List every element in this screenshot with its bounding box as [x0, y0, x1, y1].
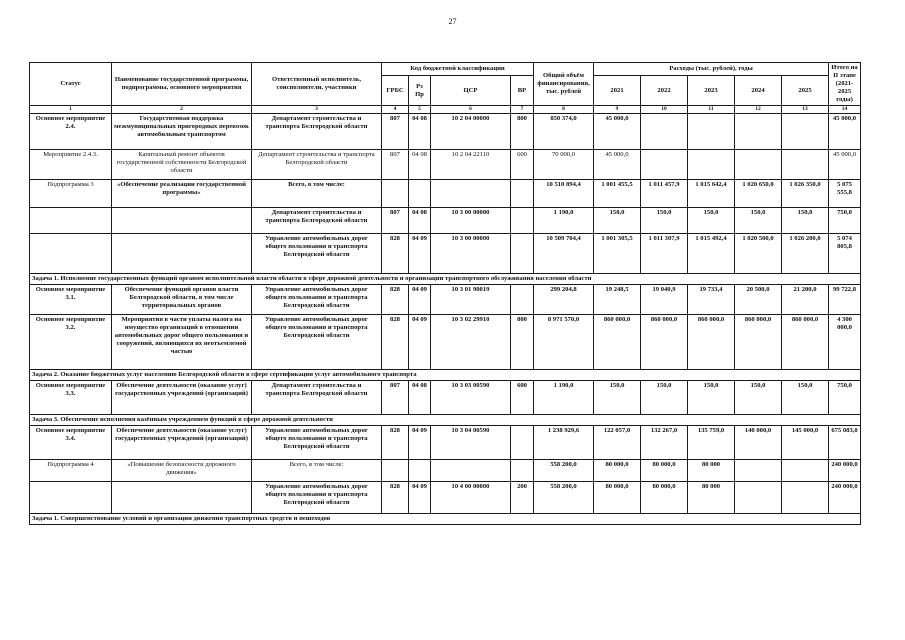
row-csr: 10 3 02 29910 — [431, 314, 511, 369]
row-executor: Департамент строительства и транспорта Белгородской области — [252, 113, 382, 149]
row-y2025: 21 200,0 — [782, 284, 829, 314]
row-total: 1 190,0 — [534, 207, 594, 233]
row-name: Обеспечение деятельности (оказание услуг) государственных учреждений (организаций) — [112, 380, 252, 414]
row-name: «Повышение безопасности дорожного движения» — [112, 459, 252, 481]
row-y2021: 1 001 305,5 — [594, 233, 641, 273]
row-y2024: 140 000,0 — [735, 425, 782, 459]
header-year: 2025 — [782, 76, 829, 106]
row-total: 10 509 704,4 — [534, 233, 594, 273]
row-vr — [511, 425, 534, 459]
row-vr: 800 — [511, 314, 534, 369]
row-status: Подпрограмма 3 — [30, 179, 112, 207]
task-row — [30, 414, 861, 425]
row-stage: 750,0 — [829, 380, 861, 414]
header-grbs: ГРБС — [382, 76, 409, 106]
row-y2023 — [688, 149, 735, 179]
row-executor: Всего, в том числе: — [252, 179, 382, 207]
row-stage: 5 074 805,8 — [829, 233, 861, 273]
task-row — [30, 513, 861, 524]
row-csr: 10 4 00 00000 — [431, 481, 511, 513]
row-vr — [511, 233, 534, 273]
row-rzpr: 04 09 — [409, 314, 431, 369]
column-number: 4 — [382, 106, 409, 114]
row-stage: 99 722,8 — [829, 284, 861, 314]
row-y2024: 20 500,0 — [735, 284, 782, 314]
row-y2025 — [782, 459, 829, 481]
row-y2022: 150,0 — [641, 380, 688, 414]
table-row — [30, 314, 861, 369]
row-y2022: 19 040,9 — [641, 284, 688, 314]
row-y2024 — [735, 481, 782, 513]
row-total: 850 374,0 — [534, 113, 594, 149]
row-executor: Всего, в том числе: — [252, 459, 382, 481]
table-row — [30, 284, 861, 314]
row-executor: Департамент строительства и транспорта Белгородской области — [252, 207, 382, 233]
row-executor: Департамент строительства и транспорта Белгородской области — [252, 380, 382, 414]
row-y2024: 860 000,0 — [735, 314, 782, 369]
row-y2021: 1 001 455,5 — [594, 179, 641, 207]
page-number: 27 — [448, 17, 457, 26]
row-csr: 10 3 00 00000 — [431, 207, 511, 233]
row-total: 299 204,8 — [534, 284, 594, 314]
row-y2022: 80 000,0 — [641, 459, 688, 481]
row-y2021: 45 000,0 — [594, 149, 641, 179]
row-y2022: 132 267,0 — [641, 425, 688, 459]
row-y2024: 1 020 500,0 — [735, 233, 782, 273]
header-budget-code: Код бюджетной классификации — [382, 63, 534, 76]
header-rzpr: Рз Пр — [409, 76, 431, 106]
table-row — [30, 459, 861, 481]
row-rzpr: 04 08 — [409, 113, 431, 149]
row-executor: Департамент строительства и транспорта Белгородской области — [252, 149, 382, 179]
header-row-1 — [30, 63, 861, 76]
row-total: 10 510 894,4 — [534, 179, 594, 207]
row-y2025 — [782, 113, 829, 149]
row-status: Подпрограмма 4 — [30, 459, 112, 481]
table-row — [30, 425, 861, 459]
row-y2025 — [782, 481, 829, 513]
row-rzpr — [409, 459, 431, 481]
row-y2021: 150,0 — [594, 380, 641, 414]
row-y2021: 80 000,0 — [594, 481, 641, 513]
row-grbs: 828 — [382, 481, 409, 513]
row-grbs: 807 — [382, 149, 409, 179]
column-number: 2 — [112, 106, 252, 114]
row-rzpr: 04 09 — [409, 284, 431, 314]
row-rzpr: 04 08 — [409, 149, 431, 179]
header-stage-total: Итого на II этапе (2021-2025 годы) — [829, 63, 861, 106]
row-total: 558 200,0 — [534, 459, 594, 481]
row-y2025: 150,0 — [782, 380, 829, 414]
row-stage: 45 000,0 — [829, 113, 861, 149]
column-number: 1 — [30, 106, 112, 114]
row-y2023: 150,0 — [688, 380, 735, 414]
column-number: 6 — [431, 106, 511, 114]
row-y2021: 80 000,0 — [594, 459, 641, 481]
row-name: Мероприятия в части уплаты налога на имущество организаций в отношении автомобильных дорог общего пользования и сооружений, являющихся их неотъемлемой частью — [112, 314, 252, 369]
row-vr — [511, 207, 534, 233]
row-rzpr: 04 08 — [409, 207, 431, 233]
row-vr — [511, 179, 534, 207]
row-stage: 45 000,0 — [829, 149, 861, 179]
row-csr: 10 3 01 90019 — [431, 284, 511, 314]
row-name: «Обеспечение реализации государственной программы» — [112, 179, 252, 207]
row-y2025: 1 026 200,0 — [782, 233, 829, 273]
header-expenses: Расходы (тыс. рублей), годы — [594, 63, 829, 76]
task-row — [30, 369, 861, 380]
row-y2025: 860 000,0 — [782, 314, 829, 369]
row-stage: 675 083,0 — [829, 425, 861, 459]
column-number: 5 — [409, 106, 431, 114]
row-y2024: 1 020 650,0 — [735, 179, 782, 207]
row-y2023 — [688, 113, 735, 149]
row-grbs: 828 — [382, 314, 409, 369]
row-y2024 — [735, 459, 782, 481]
row-y2023: 860 000,0 — [688, 314, 735, 369]
row-total: 1 238 929,6 — [534, 425, 594, 459]
row-csr: 10 2 04 00000 — [431, 113, 511, 149]
row-y2021: 150,0 — [594, 207, 641, 233]
row-grbs: 828 — [382, 284, 409, 314]
column-number: 3 — [252, 106, 382, 114]
row-y2025: 145 000,0 — [782, 425, 829, 459]
table-row — [30, 481, 861, 513]
header-total-volume: Общий объём финансирования, тыс. рублей — [534, 63, 594, 106]
row-y2022 — [641, 113, 688, 149]
row-executor: Управление автомобильных дорог общего пользования и транспорта Белгородской области — [252, 284, 382, 314]
row-csr: 10 3 00 00000 — [431, 233, 511, 273]
row-y2022: 860 000,0 — [641, 314, 688, 369]
row-y2021: 19 248,5 — [594, 284, 641, 314]
row-grbs — [382, 459, 409, 481]
row-name: Государственная поддержка межмуниципальных пригородных перевозок автомобильным транспортом — [112, 113, 252, 149]
row-y2023: 1 015 642,4 — [688, 179, 735, 207]
row-executor: Управление автомобильных дорог общего пользования и транспорта Белгородской области — [252, 425, 382, 459]
table-row — [30, 179, 861, 207]
table-row — [30, 380, 861, 414]
row-total: 558 200,0 — [534, 481, 594, 513]
row-stage: 5 075 555,8 — [829, 179, 861, 207]
column-number: 10 — [641, 106, 688, 114]
row-rzpr: 04 08 — [409, 380, 431, 414]
row-vr: 600 — [511, 380, 534, 414]
row-y2021: 122 057,0 — [594, 425, 641, 459]
row-csr — [431, 459, 511, 481]
row-stage: 240 000,0 — [829, 459, 861, 481]
table-row — [30, 207, 861, 233]
header-year: 2024 — [735, 76, 782, 106]
table-row — [30, 233, 861, 273]
table-row — [30, 113, 861, 149]
row-y2023: 150,0 — [688, 207, 735, 233]
header-executor: Ответственный исполнитель, соисполнители, участники — [252, 63, 382, 106]
row-y2025: 1 026 350,0 — [782, 179, 829, 207]
column-number: 11 — [688, 106, 735, 114]
row-vr — [511, 284, 534, 314]
row-name: Обеспечение деятельности (оказание услуг) государственных учреждений (организаций) — [112, 425, 252, 459]
row-y2025 — [782, 149, 829, 179]
row-csr: 10 3 03 00590 — [431, 380, 511, 414]
column-number: 8 — [534, 106, 594, 114]
row-rzpr — [409, 179, 431, 207]
column-number: 14 — [829, 106, 861, 114]
row-y2022: 1 011 457,9 — [641, 179, 688, 207]
row-status: Основное мероприятие 3.2. — [30, 314, 112, 369]
task-heading: Задача 2. Оказание бюджетных услуг населению Белгородской области в сфере сертификации услуг автомобильного транспорта — [30, 369, 861, 380]
column-number: 13 — [782, 106, 829, 114]
row-status — [30, 207, 112, 233]
column-number: 7 — [511, 106, 534, 114]
row-status: Основное мероприятие 2.4. — [30, 113, 112, 149]
task-heading: Задача 1. Совершенствование условий и организации движения транспортных средств и пешеходов — [30, 513, 861, 524]
row-y2024: 150,0 — [735, 207, 782, 233]
row-rzpr: 04 09 — [409, 233, 431, 273]
row-rzpr: 04 09 — [409, 481, 431, 513]
header-status: Статус — [30, 63, 112, 106]
row-name — [112, 233, 252, 273]
row-y2023: 80 000 — [688, 459, 735, 481]
row-status — [30, 481, 112, 513]
row-y2022: 1 011 307,9 — [641, 233, 688, 273]
row-y2024: 150,0 — [735, 380, 782, 414]
row-grbs: 807 — [382, 113, 409, 149]
header-year: 2023 — [688, 76, 735, 106]
task-heading: Задача 3. Обеспечение исполнения казённым учреждением функций в сфере дорожной деятельности — [30, 414, 861, 425]
header-vr: ВР — [511, 76, 534, 106]
row-status: Основное мероприятие 3.4. — [30, 425, 112, 459]
table-row — [30, 149, 861, 179]
row-total: 1 190,0 — [534, 380, 594, 414]
row-y2025: 150,0 — [782, 207, 829, 233]
row-csr — [431, 179, 511, 207]
row-status — [30, 233, 112, 273]
row-rzpr: 04 09 — [409, 425, 431, 459]
header-year: 2022 — [641, 76, 688, 106]
row-y2022 — [641, 149, 688, 179]
row-total: 70 000,0 — [534, 149, 594, 179]
row-name — [112, 207, 252, 233]
header-csr: ЦСР — [431, 76, 511, 106]
row-grbs — [382, 179, 409, 207]
row-vr: 200 — [511, 481, 534, 513]
row-grbs: 828 — [382, 233, 409, 273]
row-y2021: 860 000,0 — [594, 314, 641, 369]
column-numbers-row — [30, 106, 861, 114]
column-number: 12 — [735, 106, 782, 114]
row-vr: 800 — [511, 113, 534, 149]
row-vr: 600 — [511, 149, 534, 179]
row-status: Основное мероприятие 3.3. — [30, 380, 112, 414]
header-year: 2021 — [594, 76, 641, 106]
row-status: Мероприятие 2.4.3. — [30, 149, 112, 179]
row-csr: 10 3 04 00590 — [431, 425, 511, 459]
row-executor: Управление автомобильных дорог общего пользования и транспорта Белгородской области — [252, 481, 382, 513]
row-vr — [511, 459, 534, 481]
header-name: Наименование государственной программы, подпрограммы, основного мероприятия — [112, 63, 252, 106]
budget-table — [29, 62, 861, 525]
row-grbs: 828 — [382, 425, 409, 459]
task-row — [30, 273, 861, 284]
row-status: Основное мероприятие 3.1. — [30, 284, 112, 314]
row-name: Капитальный ремонт объектов государственной собственности Белгородской области — [112, 149, 252, 179]
row-name: Обеспечение функций органов власти Белгородской области, в том числе территориальных органов — [112, 284, 252, 314]
row-y2022: 150,0 — [641, 207, 688, 233]
row-name — [112, 481, 252, 513]
row-stage: 750,0 — [829, 207, 861, 233]
row-executor: Управление автомобильных дорог общего пользования и транспорта Белгородской области — [252, 233, 382, 273]
row-y2022: 80 000,0 — [641, 481, 688, 513]
row-y2023: 135 759,0 — [688, 425, 735, 459]
row-stage: 4 300 000,0 — [829, 314, 861, 369]
row-total: 8 971 570,0 — [534, 314, 594, 369]
column-number: 9 — [594, 106, 641, 114]
row-executor: Управление автомобильных дорог общего пользования и транспорта Белгородской области — [252, 314, 382, 369]
row-y2021: 45 000,0 — [594, 113, 641, 149]
row-y2023: 1 015 492,4 — [688, 233, 735, 273]
row-y2024 — [735, 149, 782, 179]
row-csr: 10 2 04 22110 — [431, 149, 511, 179]
row-y2023: 19 733,4 — [688, 284, 735, 314]
row-y2024 — [735, 113, 782, 149]
row-y2023: 80 000 — [688, 481, 735, 513]
task-heading: Задача 1. Исполнение государственных функций органом исполнительной власти области в сфере дорожной деятельности и организации транспортного обслуживания населения области — [30, 273, 861, 284]
row-stage: 240 000,0 — [829, 481, 861, 513]
row-grbs: 807 — [382, 207, 409, 233]
row-grbs: 807 — [382, 380, 409, 414]
table-body — [30, 113, 861, 524]
